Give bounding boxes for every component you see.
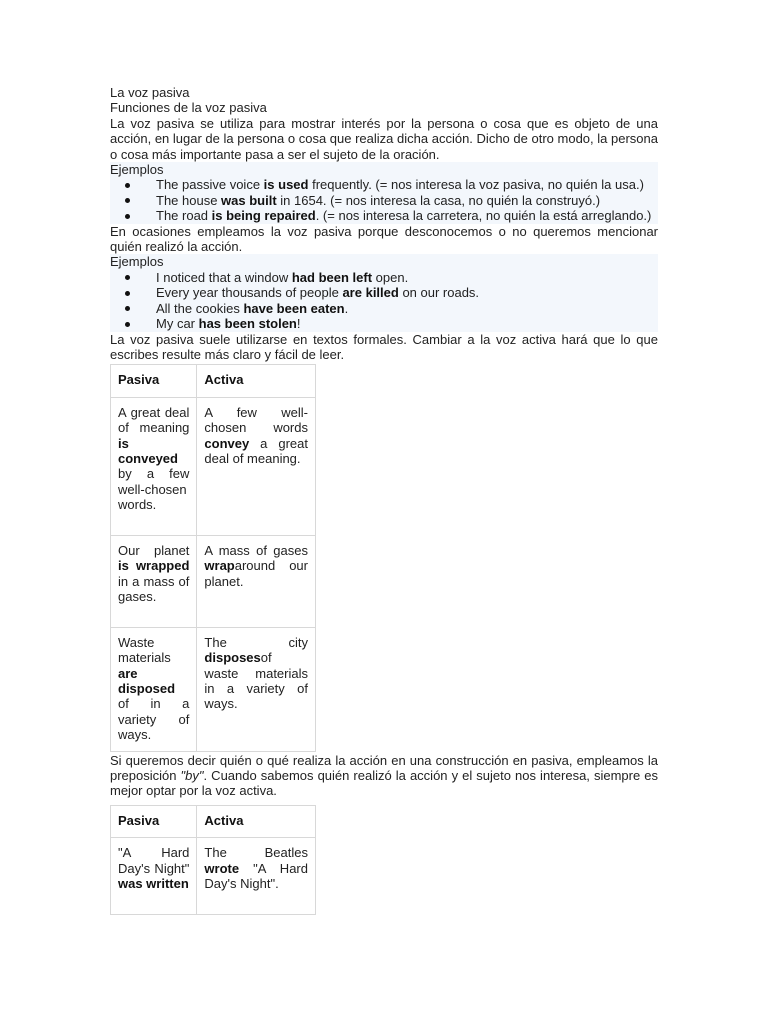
examples-block-1 (110, 162, 658, 224)
table-row (111, 838, 316, 915)
bullet-icon (125, 183, 130, 188)
table-header-row (111, 805, 316, 837)
bullet-icon (125, 198, 130, 203)
table-row (111, 397, 316, 535)
column-header-activa: Activa (197, 365, 316, 397)
examples-list-2 (110, 270, 658, 332)
column-header-pasiva: Pasiva (111, 365, 197, 397)
examples-label-2: Ejemplos (110, 254, 164, 270)
list-item: My car has been stolen! (110, 316, 658, 331)
bullet-icon (125, 214, 130, 219)
list-item: The house was built in 1654. (= nos interesa la casa, no quién la construyó.) (110, 193, 658, 208)
table-header-row (111, 365, 316, 397)
table-cell-pasiva: "A Hard Day's Night" was written (111, 838, 197, 915)
list-item: All the cookies have been eaten. (110, 301, 658, 316)
table-row (111, 627, 316, 751)
table-row (111, 535, 316, 627)
doc-title: La voz pasiva (110, 85, 190, 100)
examples-label-1: Ejemplos (110, 162, 164, 178)
table-cell-activa: The city disposesof waste materials in a variety of ways. (197, 627, 316, 751)
paragraph-3: La voz pasiva suele utilizarse en textos formales. Cambiar a la voz activa hará que lo que escribes resulte más claro y fácil de leer. (110, 331, 658, 362)
comparison-table-1 (110, 364, 316, 751)
table-cell-pasiva: A great deal of meaning is conveyed by a few well-chosen words. (111, 397, 197, 535)
paragraph-2: En ocasiones empleamos la voz pasiva porque desconocemos o no queremos mencionar quién realizó la acción. (110, 223, 658, 255)
comparison-table-2 (110, 805, 316, 915)
section-heading: Funciones de la voz pasiva (110, 100, 267, 116)
paragraph-4: Si queremos decir quién o qué realiza la acción en una construcción en pasiva, empleamos la preposición "by". Cuando sabemos quién realizó la acción y el sujeto nos interesa, siempre es mejor optar por la voz activa. (110, 752, 658, 799)
bullet-icon (125, 306, 130, 311)
table-cell-activa: A mass of gases wraparound our planet. (197, 535, 316, 627)
table-cell-activa: A few well-chosen words convey a great deal of meaning. (197, 397, 316, 535)
column-header-activa: Activa (197, 805, 316, 837)
table-cell-pasiva: Waste materials are disposed of in a variety of ways. (111, 627, 197, 751)
table-cell-pasiva: Our planet is wrapped in a mass of gases. (111, 535, 197, 627)
bullet-icon (125, 275, 130, 280)
list-item: Every year thousands of people are killed on our roads. (110, 285, 658, 300)
column-header-pasiva: Pasiva (111, 805, 197, 837)
list-item: I noticed that a window had been left open. (110, 270, 658, 285)
table-cell-activa: The Beatles wrote "A Hard Day's Night". (197, 838, 316, 915)
document-content (110, 85, 658, 916)
bullet-icon (125, 291, 130, 296)
list-item: The passive voice is used frequently. (= nos interesa la voz pasiva, no quién la usa.) (110, 177, 658, 192)
intro-paragraph: La voz pasiva se utiliza para mostrar interés por la persona o cosa que es objeto de una acción, en lugar de la persona o cosa que realiza dicha acción. Dicho de otro modo, la persona o cosa más importante pasa a ser el sujeto de la oración. (110, 115, 658, 162)
list-item: The road is being repaired. (= nos interesa la carretera, no quién la está arreglando.) (110, 208, 658, 223)
examples-list-1 (110, 177, 658, 223)
bullet-icon (125, 322, 130, 327)
examples-block-2 (110, 254, 658, 331)
